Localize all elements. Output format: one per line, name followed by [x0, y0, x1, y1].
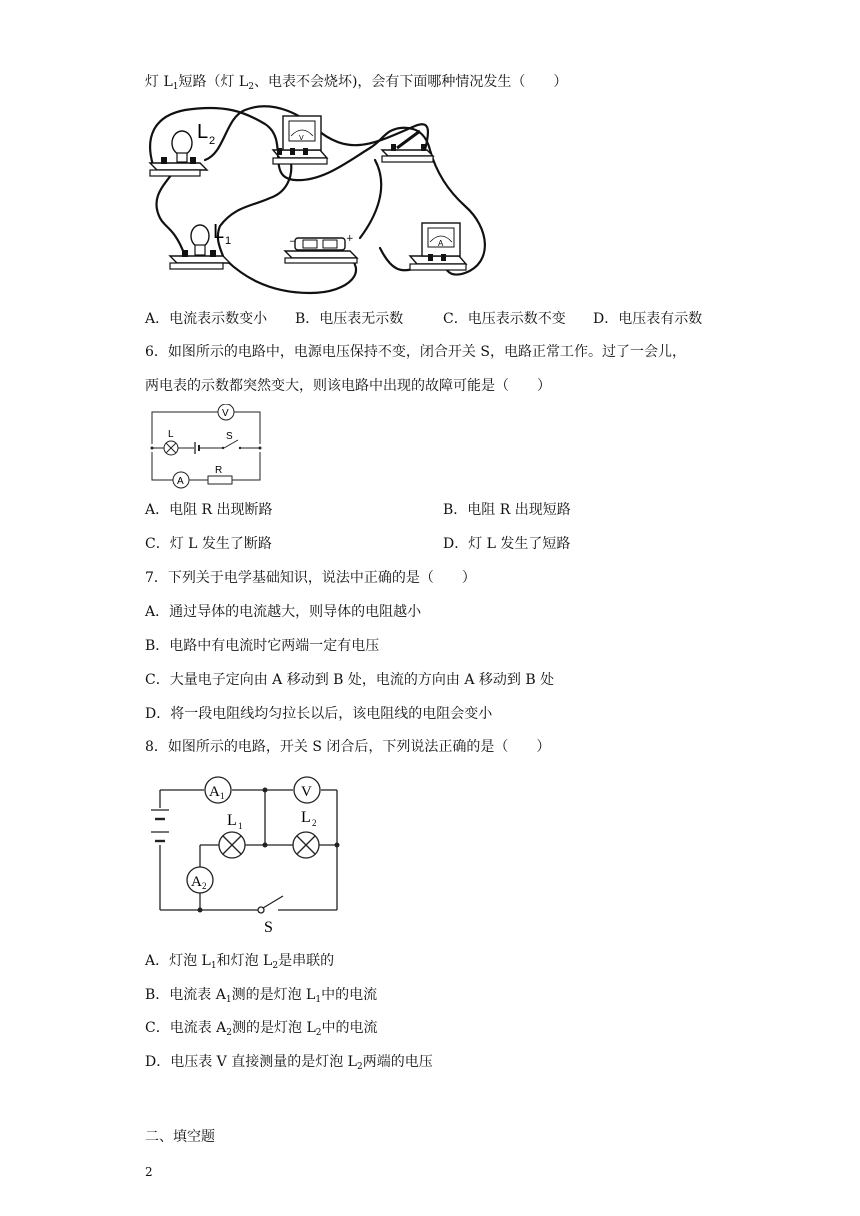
option-a[interactable]: A．通过导体的电流越大，则导体的电阻越小: [145, 604, 422, 620]
subscript: 1: [225, 995, 232, 1005]
q5-options: [145, 309, 745, 329]
l2-label: L: [197, 121, 209, 143]
l2-label: L: [301, 809, 311, 826]
option-b[interactable]: B．电阻 R 出现短路: [443, 502, 571, 518]
battery-plus: +: [346, 234, 354, 244]
q5-stem-part: 灯 L: [145, 74, 173, 90]
q6-circuit-figure: [148, 404, 266, 490]
l2-subscript: 2: [312, 818, 317, 828]
lamp-l2-icon: [293, 832, 319, 858]
q5-circuit-figure: [145, 98, 495, 303]
option-text: A．灯泡 L: [145, 953, 211, 969]
l1-subscript: 1: [238, 821, 243, 831]
option-d[interactable]: D．将一段电阻线均匀拉长以后，该电阻线的电阻会变小: [145, 706, 493, 722]
q8-circuit-figure: [145, 770, 355, 935]
lamp-l1-icon: [219, 832, 245, 858]
option-b[interactable]: B．电路中有电流时它两端一定有电压: [145, 638, 380, 654]
a2-subscript: 2: [202, 881, 207, 891]
battery-icon: [151, 810, 169, 841]
option-c[interactable]: [145, 1018, 378, 1043]
q5-stem-part: 短路（灯 L: [178, 74, 249, 90]
option-text: 测的是灯泡 L: [232, 1020, 316, 1036]
q7-stem: 7．下列关于电学基础知识，说法中正确的是（ ）: [145, 570, 476, 586]
option-c[interactable]: C．灯 L 发生了断路: [145, 536, 272, 552]
subscript: 2: [315, 1028, 322, 1038]
subscript: 2: [248, 82, 254, 92]
option-text: 中的电流: [321, 987, 378, 1003]
q6-options-row2: [145, 534, 745, 554]
q6-stem-line2: 两电表的示数都突然变大，则该电路中出现的故障可能是（ ）: [145, 378, 551, 394]
option-text: C．电流表 A: [145, 1020, 227, 1036]
a1-subscript: 1: [220, 791, 225, 801]
option-a[interactable]: A．电阻 R 出现断路: [145, 502, 273, 518]
voltmeter-label: V: [299, 135, 304, 142]
subscript: 1: [210, 961, 217, 971]
q6-a-label: A: [177, 476, 184, 487]
option-b[interactable]: [145, 985, 377, 1010]
v-label: V: [301, 784, 312, 800]
s-label: S: [264, 919, 273, 935]
option-b[interactable]: B．电压表无示数: [295, 311, 404, 327]
option-text: 和灯泡 L: [216, 953, 273, 969]
subscript: 1: [172, 82, 179, 92]
a2-label: A: [191, 874, 202, 890]
option-text: B．电流表 A: [145, 987, 226, 1003]
subscript: 2: [226, 1028, 233, 1038]
subscript: 1: [315, 995, 322, 1005]
option-d[interactable]: D．电压表有示数: [593, 311, 703, 327]
option-text: 中的电流: [321, 1020, 378, 1036]
l1-subscript: 1: [225, 235, 232, 247]
option-d[interactable]: D．灯 L 发生了短路: [443, 536, 571, 552]
option-a[interactable]: A．电流表示数变小: [145, 311, 268, 327]
option-d[interactable]: [145, 1052, 433, 1077]
page-number: 2: [145, 1165, 153, 1179]
subscript: 2: [272, 961, 279, 971]
q6-stem-line1: 6．如图所示的电路中，电源电压保持不变，闭合开关 S，电路正常工作。过了一会儿，: [145, 344, 686, 360]
q5-stem: [145, 72, 567, 97]
lamp-l-icon: [164, 441, 178, 455]
l1-label: L: [213, 221, 225, 243]
option-text: D．电压表 V 直接测量的是灯泡 L: [145, 1054, 357, 1070]
option-text: 测的是灯泡 L: [231, 987, 316, 1003]
resistor-r-icon: [208, 476, 232, 484]
a1-label: A: [209, 784, 220, 800]
option-a[interactable]: [145, 951, 334, 976]
option-text: 两端的电压: [362, 1054, 433, 1070]
q5-stem-part: 、电表不会烧坏)，会有下面哪种情况发生（ ）: [253, 74, 568, 90]
option-c[interactable]: C．电压表示数不变: [443, 311, 566, 327]
ammeter-label: A: [438, 239, 444, 248]
l1-label: L: [227, 812, 237, 829]
q6-v-label: V: [222, 408, 229, 419]
option-text: 是串联的: [278, 953, 335, 969]
battery-minus: −: [289, 237, 297, 247]
l2-subscript: 2: [209, 135, 216, 147]
option-c[interactable]: C．大量电子定向由 A 移动到 B 处，电流的方向由 A 移动到 B 处: [145, 672, 555, 688]
q8-stem: 8．如图所示的电路，开关 S 闭合后，下列说法正确的是（ ）: [145, 739, 551, 755]
q6-l-label: L: [168, 429, 174, 440]
subscript: 2: [356, 1062, 363, 1072]
q6-options-row1: [145, 500, 745, 520]
q6-s-label: S: [226, 431, 233, 442]
q6-r-label: R: [215, 465, 223, 476]
section-heading: 二、填空题: [145, 1129, 215, 1145]
